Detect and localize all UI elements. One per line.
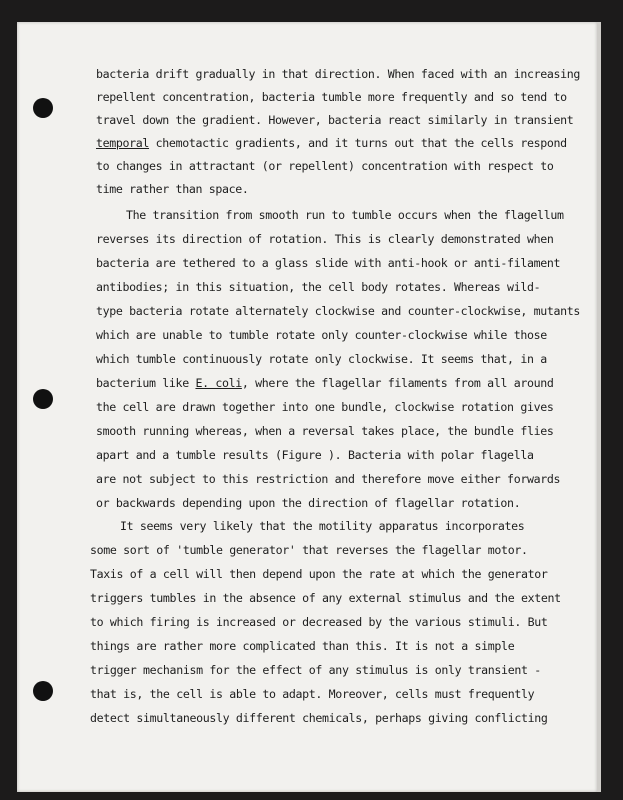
punch-hole-top xyxy=(33,98,53,118)
text-line: repellent concentration, bacteria tumble more frequently and so tend to xyxy=(96,90,567,104)
text-line: antibodies; in this situation, the cell body rotates. Whereas wild- xyxy=(96,280,541,294)
text-line: that is, the cell is able to adapt. Moreover, cells must frequently xyxy=(90,687,535,701)
text-line: some sort of 'tumble generator' that reverses the flagellar motor. xyxy=(90,543,528,557)
punch-hole-middle xyxy=(33,389,53,409)
text-line: which are unable to tumble rotate only counter-clockwise while those xyxy=(96,328,547,342)
text-line: trigger mechanism for the effect of any stimulus is only transient - xyxy=(90,663,541,677)
text-line: to changes in attractant (or repellent) concentration with respect to xyxy=(96,159,554,173)
text-line: travel down the gradient. However, bacteria react similarly in transient xyxy=(96,113,574,127)
text-line: bacteria are tethered to a glass slide with anti-hook or anti-filament xyxy=(96,256,561,270)
text-line: triggers tumbles in the absence of any external stimulus and the extent xyxy=(90,591,561,605)
text-line: to which firing is increased or decreased by the various stimuli. But xyxy=(90,615,548,629)
text-line: the cell are drawn together into one bundle, clockwise rotation gives xyxy=(96,400,554,414)
text-line: bacterium like E. coli, where the flagellar filaments from all around xyxy=(96,376,554,390)
text-line: type bacteria rotate alternately clockwise and counter-clockwise, mutants xyxy=(96,304,580,318)
paragraph-start-line: It seems very likely that the motility apparatus incorporates xyxy=(120,519,525,533)
paragraph-start-line: The transition from smooth run to tumble occurs when the flagellum xyxy=(126,208,564,222)
text-line: smooth running whereas, when a reversal takes place, the bundle flies xyxy=(96,424,554,438)
text-line: things are rather more complicated than this. It is not a simple xyxy=(90,639,515,653)
text-line: reverses its direction of rotation. This is clearly demonstrated when xyxy=(96,232,554,246)
text-line: which tumble continuously rotate only clockwise. It seems that, in a xyxy=(96,352,547,366)
text-line: bacteria drift gradually in that direction. When faced with an increasing xyxy=(96,67,580,81)
text-line: apart and a tumble results (Figure ). Bacteria with polar flagella xyxy=(96,448,534,462)
text-line: detect simultaneously different chemicals, perhaps giving conflicting xyxy=(90,711,548,725)
text-line: temporal chemotactic gradients, and it turns out that the cells respond xyxy=(96,136,567,150)
underlined-species-name: E. coli xyxy=(195,376,242,390)
text-line: Taxis of a cell will then depend upon the rate at which the generator xyxy=(90,567,548,581)
page-edge xyxy=(597,22,601,792)
text-line: are not subject to this restriction and therefore move either forwards xyxy=(96,472,561,486)
text-line: time rather than space. xyxy=(96,182,249,196)
text-line: or backwards depending upon the direction of flagellar rotation. xyxy=(96,496,521,510)
punch-hole-bottom xyxy=(33,681,53,701)
underlined-word: temporal xyxy=(96,136,150,150)
